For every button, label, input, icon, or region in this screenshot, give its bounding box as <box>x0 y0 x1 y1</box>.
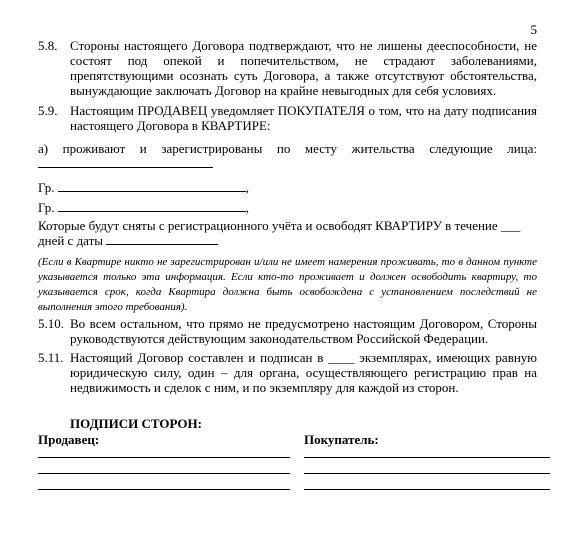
date-field <box>106 233 218 245</box>
gr-suffix: , <box>245 180 249 195</box>
signatures-heading: ПОДПИСИ СТОРОН: <box>70 416 202 431</box>
deregister-line-2 <box>38 233 537 248</box>
deregister-days-blank: ___ <box>500 218 521 233</box>
clause-text: Во всем остальном, что прямо не предусмотрено настоящим Договором, Стороны руководствуются действующим законодательством Российской Федерации. <box>70 316 537 346</box>
clause-5-9 <box>38 103 537 133</box>
resident-line-2 <box>38 200 537 215</box>
clause-5-11 <box>38 350 537 395</box>
gr-prefix: Гр. <box>38 200 55 215</box>
clause-number: 5.10. <box>38 316 64 331</box>
buyer-signature-line <box>304 489 550 490</box>
resident-name-field <box>58 180 246 192</box>
italic-note: (Если в Квартире никто не зарегистрирован и/или не имеет намерения проживать, то в данном пункте указывается только эта информация. Если кто-то проживает и должен освободить квартиру, то указывается срок, когда Квартира должна быть освобождена с установлением последствий не выполнения этого требования). <box>38 256 537 313</box>
seller-signature-line <box>38 473 290 474</box>
buyer-signature-line <box>304 457 550 458</box>
clause-text-b: экземплярах, имеющих равную юридическую силу, один – для органа, осуществляющего регистрацию прав на недвижимость и сделок с ним, и по экземпляру для каждой из сторон. <box>70 350 538 395</box>
clause-text-a: Настоящий Договор составлен и подписан в <box>70 350 324 365</box>
deregister-text-b: дней с даты <box>38 233 104 248</box>
clause-number: 5.8. <box>38 38 58 53</box>
gr-prefix: Гр. <box>38 180 55 195</box>
deregister-text-a: Которые будут сняты с регистрационного учёта и освободят КВАРТИРУ в течение <box>38 218 498 233</box>
clause-number: 5.11. <box>38 350 64 365</box>
buyer-label: Покупатель: <box>304 432 379 447</box>
clause-5-8 <box>38 38 537 98</box>
resident-name-field <box>58 200 246 212</box>
clause-text: Настоящим ПРОДАВЕЦ уведомляет ПОКУПАТЕЛЯ о том, что на дату подписания настоящего Договора в КВАРТИРЕ: <box>70 103 537 133</box>
clause-text <box>70 350 537 395</box>
buyer-signature-line <box>304 473 550 474</box>
residents-intro: а) проживают и зарегистрированы по месту жительства следующие лица: <box>38 141 537 156</box>
deregister-line <box>38 218 537 233</box>
resident-line-1 <box>38 180 537 195</box>
residents-blank-line <box>38 156 537 171</box>
seller-signature-line <box>38 457 290 458</box>
blank-field <box>38 156 213 168</box>
copies-blank: ____ <box>328 350 355 365</box>
clause-text: Стороны настоящего Договора подтверждают, что не лишены дееспособности, не состоят под опекой и попечительством, не страдают заболеваниями, препятствующими осознать суть Договора, а также отсутствуют обстоятельства, вынуждающие заключать Договор на крайне невыгодных для себя условиях. <box>70 38 537 98</box>
seller-label: Продавец: <box>38 432 100 447</box>
gr-suffix: , <box>245 200 249 215</box>
page-number: 5 <box>530 22 537 37</box>
clause-5-10 <box>38 316 537 346</box>
seller-signature-line <box>38 489 290 490</box>
clause-number: 5.9. <box>38 103 58 118</box>
